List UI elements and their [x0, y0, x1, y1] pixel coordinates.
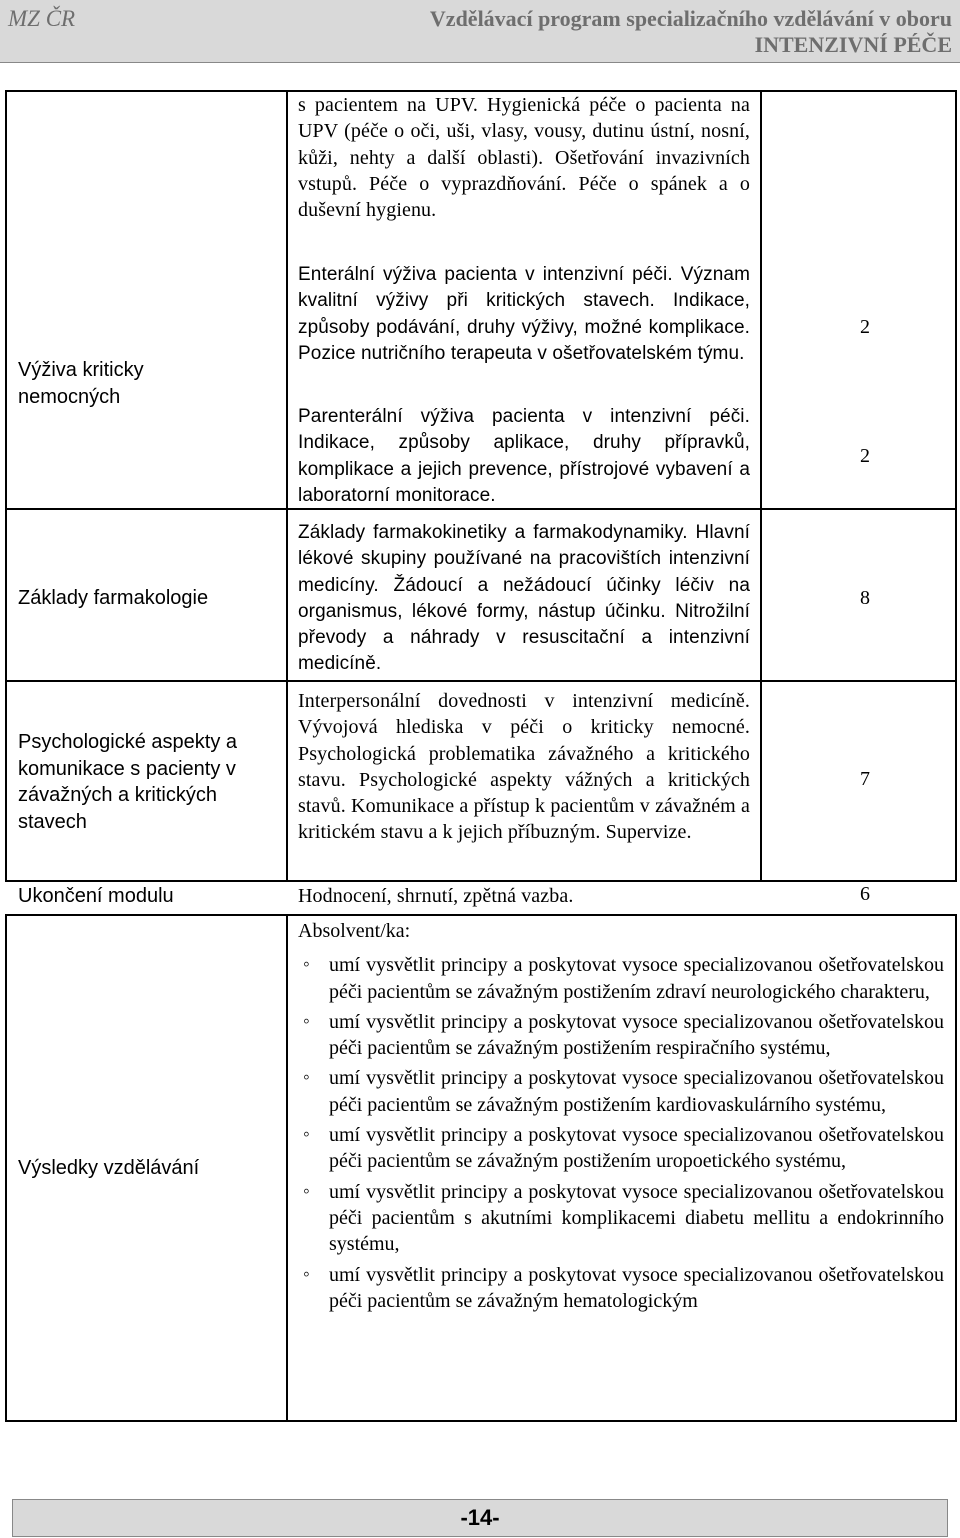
table-column-divider — [286, 914, 288, 1422]
topic-hours: 7 — [860, 768, 870, 790]
closing-label: Ukončení modulu — [18, 885, 174, 907]
topic-text: Základy farmakokinetiky a farmakodynamiky. Hlavní lékové skupiny používané na pracovištích intenzivní medicíny. Žádoucí a nežádoucí účinky léčiv na organismus, lékové formy, nástup účinku. Nitrožilní převody a náhrady v resuscitační a intenzivní medicíně. — [298, 522, 750, 675]
header-title-line2: INTENZIVNÍ PÉČE — [754, 32, 952, 57]
list-item — [298, 1122, 944, 1175]
outcomes-content — [298, 918, 944, 1318]
table-column-divider — [286, 90, 288, 882]
closing-hours: 6 — [860, 883, 870, 905]
topic-text: Interpersonální dovednosti v intenzivní medicíně. Vývojová hlediska v péči o kriticky nemocné. Psychologická problematika závažného a kritického stavu. Psychologické aspekty vážných a kritických stavů. Komunikace a přístup k pacientům v závažném a kritickém stavu a k jejich příbuzným. Supervize. — [298, 690, 750, 844]
header-program-title — [430, 6, 952, 58]
bullet-icon: ◦ — [303, 1010, 310, 1032]
topic-text: s pacientem na UPV. Hygienická péče o pacienta na UPV (péče o oči, uši, vlasy, vousy, dutinu ústní, nosní, kůži, nehty a další oblasti). Ošetřování invazivních vstupů. Péče o vyprazdňování. Péče o spánek a o duševní hygienu. — [298, 94, 750, 222]
topic-text: Enterální výživa pacienta v intenzivní péči. Význam kvalitní výživy při kritických stavech. Indikace, způsoby podávání, druhy výživy, možné komplikace. Pozice nutričního terapeuta v ošetřovatelském týmu. — [298, 264, 750, 364]
topic-hours: 2 — [860, 316, 870, 338]
list-item — [298, 1179, 944, 1258]
topic-hours: 8 — [860, 587, 870, 609]
list-item-text: umí vysvětlit principy a poskytovat vysoce specializovanou ošetřovatelskou péči pacientům se závažným postižením uropoetického systému, — [329, 1124, 944, 1173]
bullet-icon: ◦ — [303, 1067, 310, 1089]
bullet-icon: ◦ — [303, 954, 310, 976]
list-item — [298, 1009, 944, 1062]
page-header — [0, 0, 960, 63]
bullet-icon: ◦ — [303, 1124, 310, 1146]
bullet-icon: ◦ — [303, 1180, 310, 1202]
header-title-line1: Vzdělávací program specializačního vzdělávání v oboru — [429, 6, 952, 31]
outcomes-list — [298, 952, 944, 1314]
topic-label: Základy farmakologie — [18, 587, 209, 609]
list-item — [298, 1262, 944, 1315]
topic-text: Parenterální výživa pacienta v intenzivní péči. Indikace, způsoby aplikace, druhy přípravků, komplikace a jejich prevence, přístrojové vybavení a laboratorní monitorace. — [298, 406, 750, 506]
table-row-divider — [5, 680, 957, 682]
bullet-icon: ◦ — [303, 1263, 310, 1285]
list-item-text: umí vysvětlit principy a poskytovat vysoce specializovanou ošetřovatelskou péči pacientům se závažným hematologickým — [329, 1263, 944, 1312]
page-footer — [12, 1499, 948, 1537]
page-number: -14- — [460, 1505, 500, 1530]
header-ministry: MZ ČR — [8, 6, 76, 31]
list-item — [298, 952, 944, 1005]
closing-text: Hodnocení, shrnutí, zpětná vazba. — [298, 885, 574, 907]
list-item-text: umí vysvětlit principy a poskytovat vysoce specializovanou ošetřovatelskou péči pacientům s akutními komplikacemi diabetu mellitu a endokrinního systému, — [329, 1180, 944, 1256]
outcomes-intro: Absolvent/ka: — [298, 920, 411, 942]
topic-hours: 2 — [860, 445, 870, 467]
table-column-divider — [760, 90, 762, 882]
topic-label: Psychologické aspekty a komunikace s pacienty v závažných a kritických stavech — [18, 731, 238, 833]
list-item-text: umí vysvětlit principy a poskytovat vysoce specializovanou ošetřovatelskou péči pacientům se závažným postižením kardiovaskulárního systému, — [329, 1067, 944, 1116]
list-item — [298, 1065, 944, 1118]
topic-label: Výživa kriticky nemocných — [18, 359, 144, 408]
outcomes-label: Výsledky vzdělávání — [18, 1157, 200, 1179]
list-item-text: umí vysvětlit principy a poskytovat vysoce specializovanou ošetřovatelskou péči pacientům se závažným postižením zdraví neurologického charakteru, — [329, 954, 944, 1003]
list-item-text: umí vysvětlit principy a poskytovat vysoce specializovanou ošetřovatelskou péči pacientům se závažným postižením respiračního systému, — [329, 1010, 944, 1060]
